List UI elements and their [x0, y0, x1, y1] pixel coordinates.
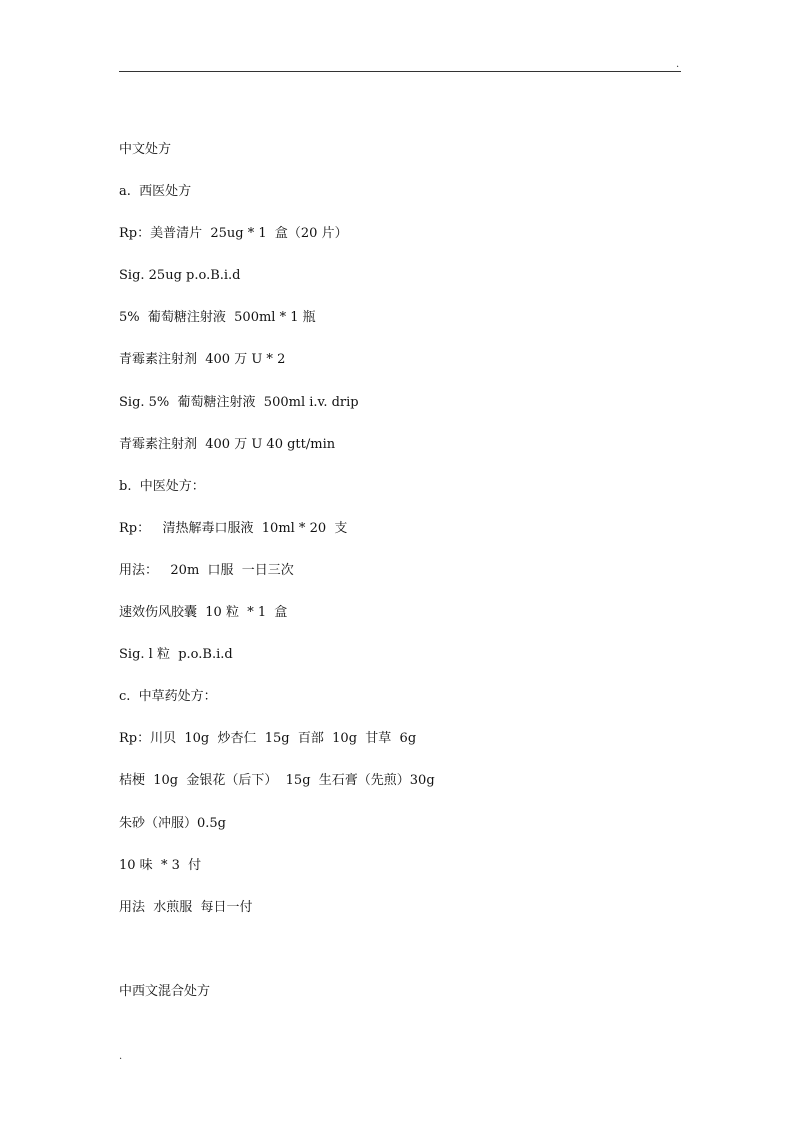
subsection-heading-western: a. 西医处方 — [119, 184, 192, 200]
text-line: 用法： 20m 口服 一日三次 — [119, 562, 294, 578]
text-line: Rp：美普清片 25ug * 1 盒（20 片） — [119, 226, 348, 242]
text-line: 5% 葡萄糖注射液 500ml * 1 瓶 — [119, 310, 316, 326]
text-line: 青霉素注射剂 400 万 U * 2 — [119, 352, 286, 368]
footer-corner-mark: . — [119, 1051, 123, 1062]
text-line: Sig. 25ug p.o.B.i.d — [119, 268, 241, 284]
section-title: 中西文混合处方 — [119, 983, 211, 999]
section-title: 中文处方 — [119, 142, 172, 157]
text-line: 用法 水煎服 每日一付 — [119, 899, 253, 915]
text-line: Rp：川贝 10g 炒杏仁 15g 百部 10g 甘草 6g — [119, 731, 417, 747]
text-line: Sig. 5% 葡萄糖注射液 500ml i.v. drip — [119, 394, 359, 410]
header-rule — [119, 71, 681, 72]
text-line: 10 味 * 3 付 — [119, 857, 202, 873]
text-line: 速效伤风胶囊 10 粒 * 1 盒 — [119, 605, 288, 621]
text-line: 朱砂（冲服）0.5g — [119, 815, 226, 831]
text-line: 桔梗 10g 金银花（后下） 15g 生石膏（先煎）30g — [119, 773, 435, 789]
header-corner-mark: . — [676, 59, 680, 70]
prescription-body — [119, 139, 681, 1023]
text-line: Rp： 清热解毒口服液 10ml * 20 支 — [119, 520, 348, 536]
text-line: 青霉素注射剂 400 万 U 40 gtt/min — [119, 436, 336, 452]
subsection-heading-herbal: c. 中草药处方： — [119, 689, 217, 705]
subsection-heading-tcm: b. 中医处方： — [119, 478, 205, 494]
section-gap — [119, 939, 681, 981]
text-line: Sig. l 粒 p.o.B.i.d — [119, 647, 233, 663]
